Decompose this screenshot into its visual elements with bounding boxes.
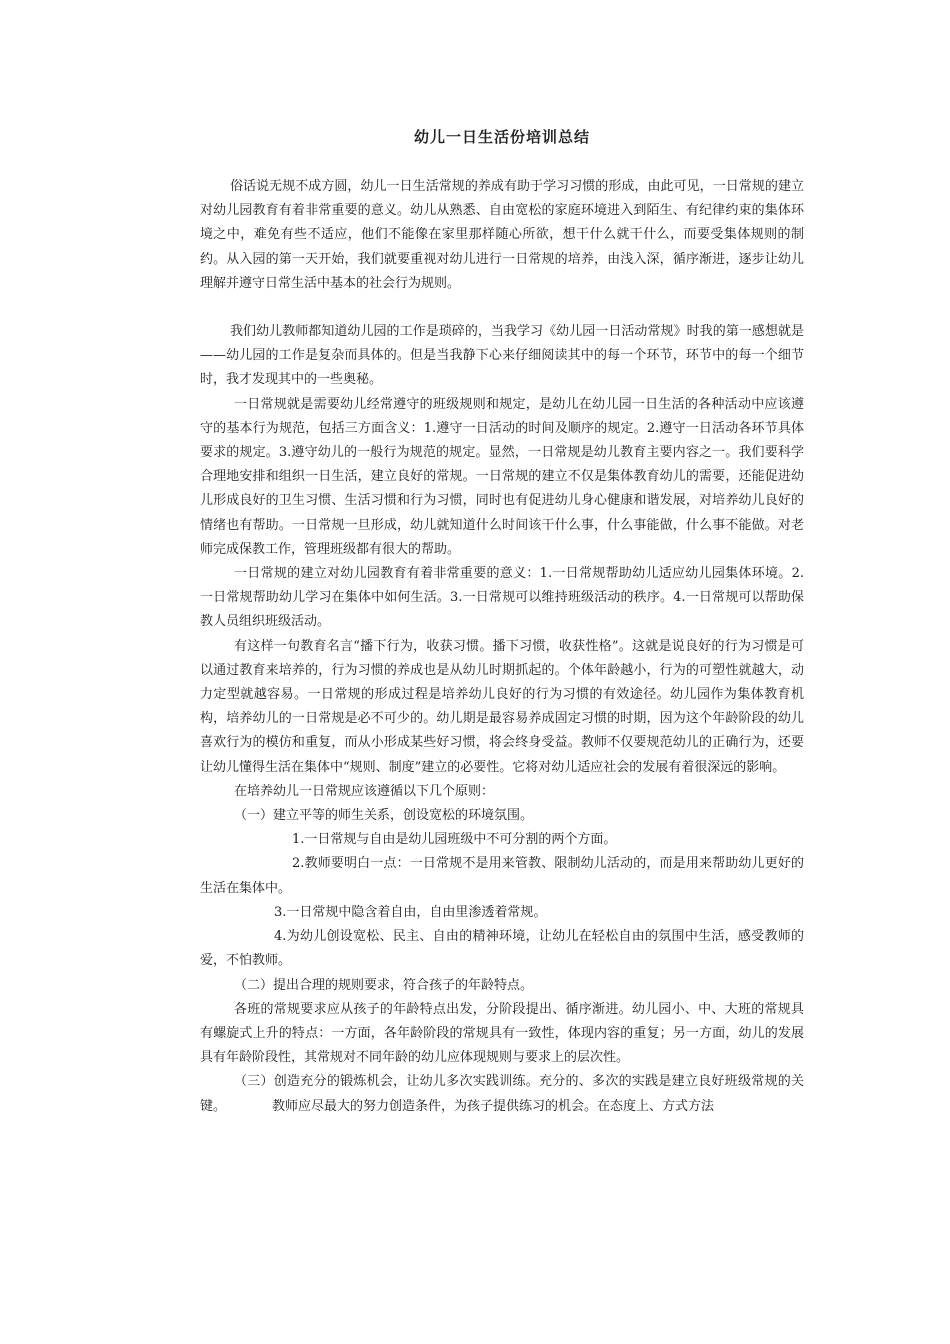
paragraph-intro: 俗话说无规不成方圆，幼儿一日生活常规的养成有助于学习习惯的形成，由此可见，一日常规的建立对幼儿园教育有着非常重要的意义。幼儿从熟悉、自由宽松的家庭环境进入到陌生、有纪律约束的集体环境之中，难免有些不适应，他们不能像在家里那样随心所欲，想干什么就干什么，而要受集体规则的制约。从入园的第一天开始，我们就要重视对幼儿进行一日常规的培养，由浅入深，循序渐进，逐步让幼儿理解并遵守日常生活中基本的社会行为规则。: [200, 179, 804, 291]
principle-three-text: （三）创造充分的锻炼机会，让幼儿多次实践训练。充分的、多次的实践是建立良好班级常规的关键。: [200, 1074, 804, 1114]
heading-principle-one: （一）建立平等的师生关系，创设宽松的环境氛围。: [234, 808, 534, 824]
heading-principle-two: （二）提出合理的规则要求，符合孩子的年龄特点。: [234, 977, 534, 993]
principle-three-continuation: 教师应尽最大的努力创造条件，为孩子提供练习的机会。在态度上、方式方法: [272, 1098, 715, 1114]
list-item-3: 3.一日常规中隐含着自由，自由里渗透着常规。: [274, 904, 547, 920]
paragraph-age-requirements: 各班的常规要求应从孩子的年龄特点出发，分阶段提出、循序渐进。幼儿园小、中、大班的常规具有螺旋式上升的特点：一方面，各年龄阶段的常规具有一致性，体现内容的重复；另一方面，幼儿的发展具有年龄阶段性，其常规对不同年龄的幼儿应体现规则与要求上的层次性。: [200, 1001, 804, 1066]
list-item-4: 4.为幼儿创设宽松、民主、自由的精神环境，让幼儿在轻松自由的氛围中生活，感受教师的爱，不怕教师。: [200, 929, 804, 969]
paragraph-teacher-reflection: 我们幼儿教师都知道幼儿园的工作是琐碎的，当我学习《幼儿园一日活动常规》时我的第一感想就是——幼儿园的工作是复杂而具体的。但是当我静下心来仔细阅读其中的每一个环节，环节中的每一个细节时，我才发现其中的一些奥秘。: [200, 324, 804, 388]
paragraph-gap: [200, 296, 804, 320]
paragraph-routine-significance: 一日常规的建立对幼儿园教育有着非常重要的意义：1.一日常规帮助幼儿适应幼儿园集体环境。2.一日常规帮助幼儿学习在集体中如何生活。3.一日常规可以维持班级活动的秩序。4.一日常规可以帮助保教人员组织班级活动。: [200, 566, 804, 630]
paragraph-habit-quote: 有这样一句教育名言“播下行为，收获习惯。播下习惯，收获性格”。这就是说良好的行为习惯是可以通过教育来培养的，行为习惯的养成也是从幼儿时期抓起的。个体年龄越小，行为的可塑性就越大，动力定型就越容易。一日常规的形成过程是培养幼儿良好的行为习惯的有效途径。幼儿园作为集体教育机构，培养幼儿的一日常规是必不可少的。幼儿期是最容易养成固定习惯的时期，因为这个年龄阶段的幼儿喜欢行为的模仿和重复，而从小形成某些好习惯，将会终身受益。教师不仅要规范幼儿的正确行为，还要让幼儿懂得生活在集体中“规则、制度”建立的必要性。它将对幼儿适应社会的发展有着很深远的影响。: [200, 638, 804, 775]
paragraph-routine-definition: 一日常规就是需要幼儿经常遵守的班级规则和规定，是幼儿在幼儿园一日生活的各种活动中应该遵守的基本行为规范，包括三方面含义：1.遵守一日活动的时间及顺序的规定。2.遵守一日活动各环节具体要求的规定。3.遵守幼儿的一般行为规范的规定。显然，一日常规是幼儿教育主要内容之一。我们要科学合理地安排和组织一日生活，建立良好的常规。一日常规的建立不仅是集体教育幼儿的需要，还能促进幼儿形成良好的卫生习惯、生活习惯和行为习惯，同时也有促进幼儿身心健康和谐发展，对培养幼儿良好的情绪也有帮助。一日常规一旦形成，幼儿就知道什么时间该干什么事，什么事能做，什么事不能做。对老师完成保教工作，管理班级都有很大的帮助。: [200, 396, 804, 557]
list-item-1: 1.一日常规与自由是幼儿园班级中不可分割的两个方面。: [292, 832, 617, 848]
list-item-2: 2.教师要明白一点：一日常规不是用来管教、限制幼儿活动的，而是用来帮助幼儿更好的生活在集体中。: [200, 856, 804, 896]
document-title: 幼儿一日生活份培训总结: [413, 128, 590, 146]
paragraph-principles-intro: 在培养幼儿一日常规应该遵循以下几个原则：: [234, 783, 495, 799]
paragraph-principle-three: [200, 1070, 804, 1118]
